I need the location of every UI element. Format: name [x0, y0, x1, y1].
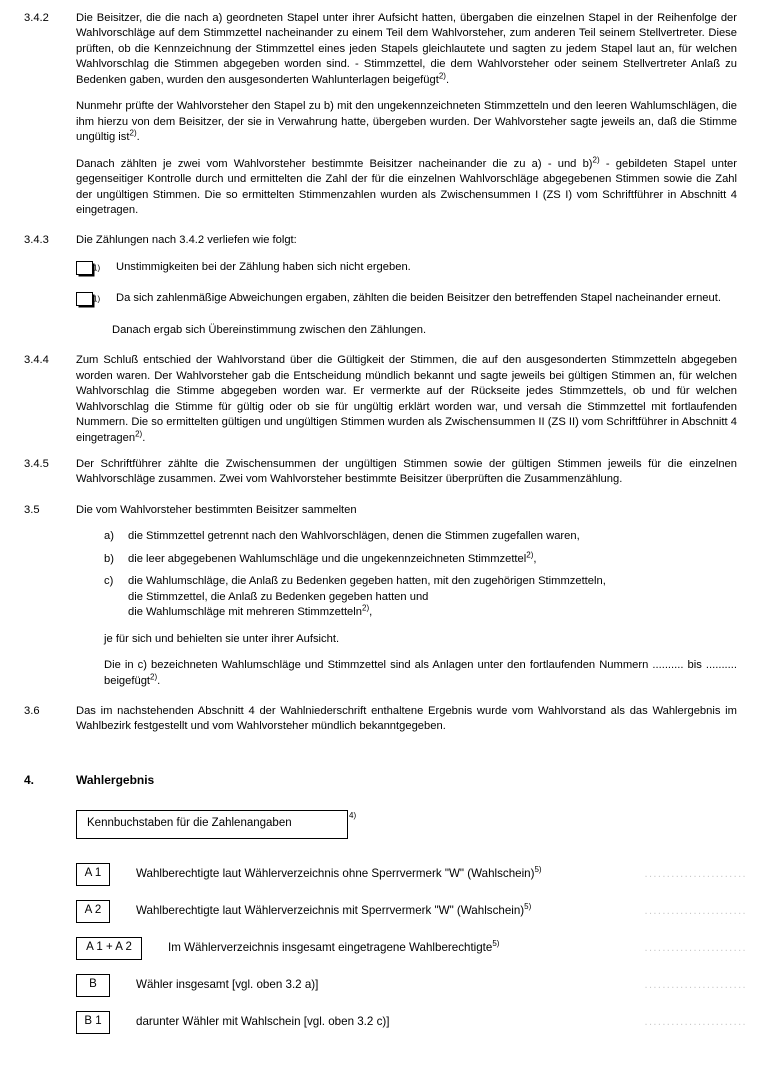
page-title: Wahlergebnis	[76, 772, 155, 787]
result-label-a1-a2	[168, 940, 645, 956]
kennbuchstaben-box: Kennbuchstaben für die Zahlenangaben	[76, 810, 348, 839]
paragraph-3-5-tail-1: je für sich und behielten sie unter ihrer Aufsicht.	[104, 632, 340, 645]
list-marker-c: c)	[104, 575, 114, 588]
paragraph-3-4-2-c	[76, 154, 738, 219]
clause-number: 3.5	[24, 503, 40, 516]
clause-3-4-3	[24, 233, 737, 248]
section-number: 4.	[24, 772, 35, 787]
result-code-b: B	[76, 974, 110, 997]
clause-3-4-5	[24, 457, 737, 488]
paragraph-3-5-tail-2	[104, 658, 737, 689]
paragraph-3-4-2-b	[76, 99, 737, 145]
paragraph-text: Die in c) bezeichneten Wahlumschläge und Stimmzettel sind als Anlagen unter den fortlaufenden Nummern .......... bis .......... beigefügt	[104, 659, 737, 687]
clause-3-5	[24, 503, 737, 518]
clause-tail: .	[142, 431, 146, 444]
clause-number: 3.4.5	[24, 457, 49, 470]
result-value-a1-a2[interactable]: .......................	[644, 941, 747, 954]
list-item-c-line3	[128, 605, 737, 620]
clause-text: Die vom Wahlvorsteher bestimmten Beisitzer sammelten	[76, 503, 357, 516]
footnote-ref: 2)	[362, 603, 370, 613]
result-code-a2: A 2	[76, 900, 110, 923]
result-row-b	[76, 972, 751, 998]
result-code-a1: A 1	[76, 863, 110, 886]
result-row-a2	[76, 898, 751, 924]
list-marker-b: b)	[104, 552, 114, 565]
paragraph-text-2: - gebildeten Stapel unter gegenseitiger Kontrolle durch und ermittelten die Zahl der für die einzelnen Wahlvorschläge abgegebenen Stimmen sowie die Zahl der ungültigen Stimmen. Die so ermittelten Stimmenzahlen wurden als Zwischensummen I (ZS I) vom Schriftführer in Abschnitt 4 eingetragen.	[76, 157, 738, 216]
result-label-b	[136, 977, 645, 993]
footnote-ref: 5)	[534, 865, 542, 875]
clause-number: 3.6	[24, 704, 40, 717]
clause-number: 3.4.4	[24, 354, 49, 367]
footnote-ref: 2)	[129, 128, 137, 138]
list-item-c-line2: die Stimmzettel, die Anlaß zu Bedenken gegeben hatten und	[128, 590, 429, 603]
result-label-text: darunter Wähler mit Wahlschein [vgl. oben 3.2 c)]	[136, 1015, 390, 1029]
paragraph-3-4-3-tail: Danach ergab sich Übereinstimmung zwischen den Zählungen.	[112, 323, 427, 336]
footnote-ref: 5)	[524, 902, 532, 912]
result-code-b1: B 1	[76, 1011, 110, 1034]
footnote-ref: 1)	[93, 263, 101, 273]
result-value-a2[interactable]: .......................	[644, 904, 747, 917]
result-value-b[interactable]: .......................	[644, 978, 747, 991]
list-item-a-text: die Stimmzettel getrennt nach den Wahlvorschlägen, denen die Stimmen zugefallen waren,	[128, 530, 580, 543]
clause-3-4-4	[24, 353, 737, 446]
result-label-a2	[136, 903, 645, 919]
list-item-c-tail: ,	[369, 606, 373, 619]
list-item-c	[104, 574, 737, 620]
checkbox-label: Da sich zahlenmäßige Abweichungen ergaben, zählten die beiden Beisitzer den betreffenden Stapel nacheinander erneut.	[116, 292, 721, 305]
list-item-b-text	[128, 552, 737, 567]
result-label-b1	[136, 1014, 645, 1030]
list-item-c-text	[128, 574, 737, 620]
list-item-a	[104, 529, 737, 544]
footnote-ref: 2)	[438, 71, 446, 81]
clause-text: Die Beisitzer, die die nach a) geordneten Stapel unter ihrer Aufsicht hatten, übergaben die einzelnen Stapel in der Reihenfolge der Wahlvorschläge auf dem Stimmzettel nacheinander zu einem Teil dem Wahlvorsteher, zum anderen Teil seinem Stellvertreter. Diese prüften, ob die Kennzeichnung der Stimmzettel eines jeden Stapels gleichlautete und sagten zu jedem Stapel laut an, für welchen Wahlvorschlag die Stimmen abgegeben worden sind. - Stimmzettel, die dem Wahlvorsteher oder seinem Stellvertreter Anlaß zu Bedenken gaben, wurden den ausgesonderten Wahlunterlagen beigefügt$^{2)}$.	[76, 12, 737, 86]
footnote-ref: 4)	[349, 811, 357, 821]
checkbox-abweichungen-icon[interactable]	[76, 292, 93, 306]
paragraph-tail: .	[157, 674, 161, 687]
checkbox-keine-unstimmigkeiten-icon[interactable]	[76, 261, 93, 275]
result-row-a1-a2	[76, 935, 751, 961]
result-label-a1	[136, 866, 645, 882]
result-row-a1	[76, 861, 751, 887]
paragraph-text: Danach zählten je zwei vom Wahlvorsteher bestimmte Beisitzer nacheinander die zu a) - und b)	[76, 157, 593, 170]
list-item-b-tail: ,	[533, 552, 537, 565]
clause-3-6	[24, 704, 737, 735]
footnote-ref: 1)	[93, 294, 101, 304]
result-code-a1-a2: A 1 + A 2	[76, 937, 142, 960]
clause-number: 3.4.2	[24, 12, 49, 24]
checkbox-row-abweichungen[interactable]	[76, 291, 737, 311]
list-item-b	[104, 552, 737, 567]
footnote-ref: 5)	[492, 939, 500, 949]
footnote-ref: 2)	[526, 550, 534, 560]
clause-3-4-4-text: Zum Schluß entschied der Wahlvorstand über die Gültigkeit der Stimmen, die auf den ausgesonderten Stimmzetteln abgegeben worden waren. Der Wahlvorsteher gab die Entscheidung mündlich bekannt und sagte jeweils bei gültigen Stimmen an, für welchen Wahlvorschlag die Stimme abgegeben worden war. Er vermerkte auf der Rückseite jedes Stimmzettels, ob und für welchen Wahlvorschlag die Stimme für gültig oder ob sie für ungültig erklärt worden war, und versah die Stimmzettel mit fortlaufenden Nummern. Die so ermittelten gültigen und ungültigen Stimmen wurden als Zwischensummen II (ZS II) vom Schriftführer in Abschnitt 4 eingetragen	[76, 354, 737, 444]
clause-3-4-2-text: Die Beisitzer, die die nach a) geordneten Stapel unter ihrer Aufsicht hatten, übergaben die einzelnen Stapel in der Reihenfolge der Wahlvorschläge auf dem Stimmzettel nacheinander zu einem Teil dem Wahlvorsteher, zum anderen Teil seinem Stellvertreter. Diese prüften, ob die Kennzeichnung der Stimmzettel eines jeden Stapels gleichlautete und sagten zu jedem Stapel laut an, für welchen Wahlvorschlag die Stimmen abgegeben worden sind. - Stimmzettel, die dem Wahlvorsteher oder seinem Stellvertreter Anlaß zu Bedenken gaben, wurden den ausgesonderten Wahlunterlagen beigefügt	[76, 12, 737, 86]
paragraph-text: Nunmehr prüfte der Wahlvorsteher den Stapel zu b) mit den ungekennzeichneten Stimmzetteln und den leeren Wahlumschlägen, die ihm hierzu von dem Beisitzer, der sie in Verwahrung hatte, übergeben wurden. Der Wahlvorsteher sagte jeweils an, daß die Stimme ungültig ist	[76, 100, 737, 144]
list-item-c-line1: die Wahlumschläge, die Anlaß zu Bedenken gegeben hatten, mit den zugehörigen Stimmzetteln,	[128, 575, 606, 588]
result-label-text: Wahlberechtigte laut Wählerverzeichnis ohne Sperrvermerk "W" (Wahlschein)	[136, 867, 535, 881]
kennbuchstaben-row	[76, 810, 771, 839]
list-marker-a: a)	[104, 530, 114, 543]
result-label-text: Wähler insgesamt [vgl. oben 3.2 a)]	[136, 978, 319, 992]
list-item-c-line3-main: die Wahlumschläge mit mehreren Stimmzetteln	[128, 606, 362, 619]
result-value-b1[interactable]: .......................	[644, 1015, 747, 1028]
paragraph-tail: .	[136, 131, 140, 144]
result-value-a1[interactable]: .......................	[644, 867, 747, 880]
checkbox-wrap[interactable]	[76, 291, 116, 311]
footnote-ref: 2)	[592, 154, 600, 164]
clause-number: 3.4.3	[24, 234, 49, 247]
section-4-heading	[24, 772, 737, 789]
result-label-text: Im Wählerverzeichnis insgesamt eingetragene Wahlberechtigte	[168, 941, 493, 955]
clause-text: Das im nachstehenden Abschnitt 4 der Wahlniederschrift enthaltene Ergebnis wurde vom Wahlvorstand als das Wahlergebnis im Wahlbezirk festgestellt und vom Wahlvorsteher mündlich bekanntgegeben.	[76, 704, 737, 733]
clause-text: Die Zählungen nach 3.4.2 verliefen wie folgt:	[76, 234, 297, 247]
clause-3-4-2	[24, 11, 737, 88]
footnote-ref: 2)	[150, 671, 158, 681]
clause-text: Der Schriftführer zählte die Zwischensummen der ungültigen Stimmen sowie der gültigen Stimmen jeweils für die einzelnen Wahlvorschläge zusammen. Zwei vom Wahlvorsteher bestimmte Beisitzer überprüften die Zusammenzählung.	[76, 457, 737, 486]
result-row-b1	[76, 1009, 751, 1035]
result-label-text: Wahlberechtigte laut Wählerverzeichnis mit Sperrvermerk "W" (Wahlschein)	[136, 904, 525, 918]
checkbox-wrap[interactable]	[76, 260, 116, 280]
list-item-b-main: die leer abgegebenen Wahlumschläge und die ungekennzeichneten Stimmzettel	[128, 552, 527, 565]
checkbox-label: Unstimmigkeiten bei der Zählung haben sich nicht ergeben.	[116, 260, 411, 273]
clause-text	[76, 353, 737, 446]
footnote-ref: 2)	[135, 428, 143, 438]
checkbox-row-keine-unstimmigkeiten[interactable]	[76, 260, 737, 280]
